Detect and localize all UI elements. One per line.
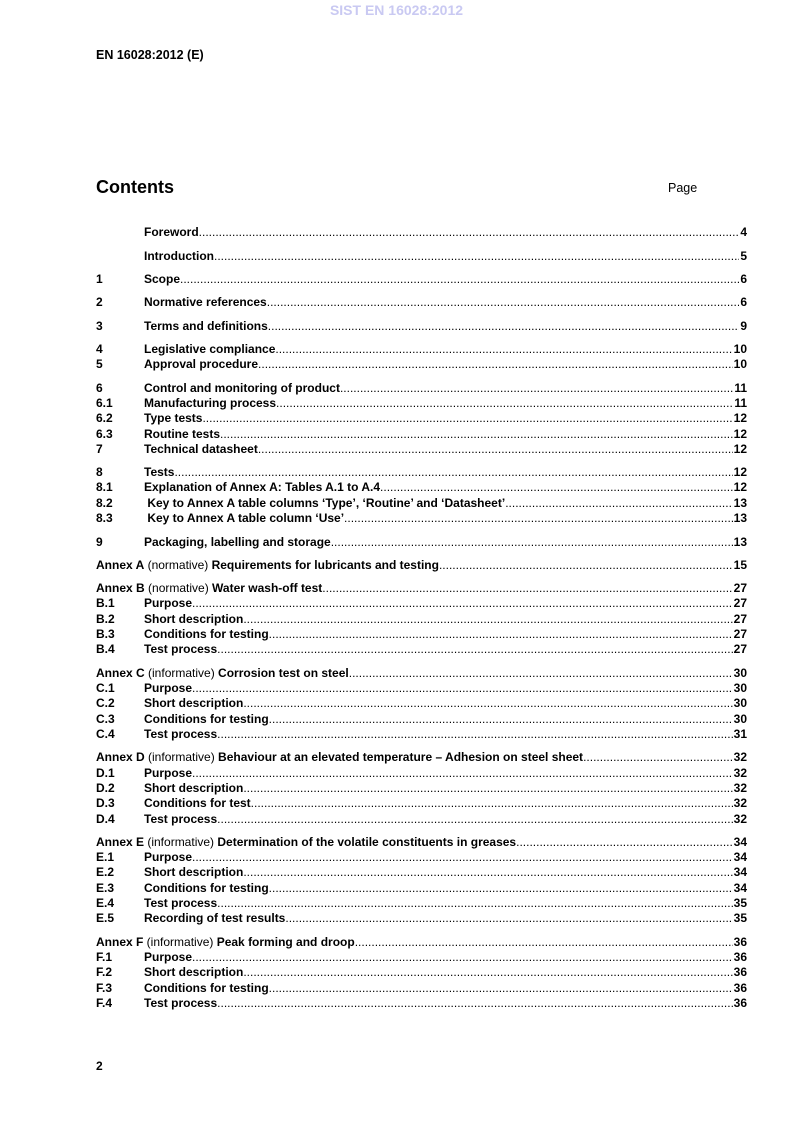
toc-entry-title: Conditions for testing bbox=[144, 881, 269, 895]
dot-leader bbox=[251, 796, 733, 811]
dot-leader bbox=[285, 911, 732, 926]
dot-leader bbox=[269, 881, 733, 896]
toc-entry-page: 9 bbox=[740, 319, 747, 333]
toc-annex-label: Annex E bbox=[96, 835, 145, 849]
toc-entry[interactable] bbox=[96, 427, 747, 442]
toc-entry[interactable] bbox=[96, 950, 747, 965]
dot-leader bbox=[267, 295, 740, 310]
toc-entry[interactable] bbox=[96, 465, 747, 480]
toc-entry-title: Test process bbox=[144, 812, 218, 826]
toc-entry-page: 35 bbox=[733, 896, 747, 910]
toc-entry-number: B.4 bbox=[96, 642, 115, 656]
toc-entry-title: Conditions for testing bbox=[144, 712, 269, 726]
toc-entry-number: 1 bbox=[96, 272, 103, 286]
dot-leader bbox=[275, 342, 732, 357]
toc-entry-page: 13 bbox=[733, 496, 747, 510]
dot-leader bbox=[217, 896, 732, 911]
toc-entry-number: F.2 bbox=[96, 965, 113, 979]
toc-entry-page: 30 bbox=[733, 696, 747, 710]
toc-entry[interactable] bbox=[96, 666, 747, 681]
toc-entry-page: 4 bbox=[740, 225, 747, 239]
toc-entry[interactable] bbox=[96, 596, 747, 611]
toc-entry[interactable] bbox=[96, 727, 747, 742]
toc-entry[interactable] bbox=[96, 812, 747, 827]
toc-entry-page: 27 bbox=[733, 612, 747, 626]
toc-entry[interactable] bbox=[96, 627, 747, 642]
toc-entry-page: 36 bbox=[733, 950, 747, 964]
toc-annex-type: (informative) bbox=[143, 935, 217, 949]
toc-entry[interactable] bbox=[96, 295, 747, 310]
toc-entry[interactable] bbox=[96, 558, 747, 573]
dot-leader bbox=[349, 666, 733, 681]
toc-entry-title: Scope bbox=[144, 272, 181, 286]
dot-leader bbox=[243, 612, 732, 627]
toc-entry[interactable] bbox=[96, 781, 747, 796]
toc-entry-number: C.3 bbox=[96, 712, 115, 726]
toc-entry-number: 4 bbox=[96, 342, 103, 356]
toc-entry-title: Purpose bbox=[144, 850, 193, 864]
toc-entry-title: Conditions for testing bbox=[144, 627, 269, 641]
toc-entry-number: E.5 bbox=[96, 911, 115, 925]
toc-entry-page: 11 bbox=[734, 396, 747, 410]
toc-entry-page: 36 bbox=[733, 996, 747, 1010]
toc-entry[interactable] bbox=[96, 342, 747, 357]
toc-entry-title: Peak forming and droop bbox=[216, 935, 355, 949]
toc-entry-title: Short description bbox=[144, 696, 244, 710]
toc-entry-number: 8 bbox=[96, 465, 103, 479]
toc-entry-page: 12 bbox=[733, 427, 747, 441]
toc-entry[interactable] bbox=[96, 442, 747, 457]
toc-entry-page: 13 bbox=[733, 535, 747, 549]
toc-entry-title: Technical datasheet bbox=[144, 442, 258, 456]
toc-entry-number: 6.3 bbox=[96, 427, 113, 441]
toc-annex-type: (normative) bbox=[144, 558, 212, 572]
toc-entry-title: Test process bbox=[144, 642, 218, 656]
dot-leader bbox=[439, 558, 733, 573]
toc-annex-label: Annex C bbox=[96, 666, 145, 680]
toc-entry[interactable] bbox=[96, 249, 747, 264]
toc-entry-title: Short description bbox=[144, 612, 244, 626]
toc-entry-title: Requirements for lubricants and testing bbox=[211, 558, 439, 572]
page-number: 2 bbox=[96, 1059, 103, 1073]
toc-entry-page: 34 bbox=[733, 881, 747, 895]
toc-entry-title: Corrosion test on steel bbox=[218, 666, 349, 680]
dot-leader bbox=[516, 835, 733, 850]
toc-entry-number: D.1 bbox=[96, 766, 115, 780]
toc-entry-page: 36 bbox=[733, 935, 747, 949]
dot-leader bbox=[344, 511, 733, 526]
toc-entry-title: Type tests bbox=[144, 411, 203, 425]
toc-entry-page: 36 bbox=[733, 965, 747, 979]
toc-entry[interactable] bbox=[96, 411, 747, 426]
toc-entry-number: E.1 bbox=[96, 850, 115, 864]
toc-entry-number: 8.1 bbox=[96, 480, 113, 494]
toc-entry-number: B.3 bbox=[96, 627, 115, 641]
dot-leader bbox=[276, 396, 733, 411]
toc-entry-page: 32 bbox=[733, 750, 747, 764]
toc-entry-page: 27 bbox=[733, 581, 747, 595]
dot-leader bbox=[243, 781, 732, 796]
toc-entry-page: 12 bbox=[733, 442, 747, 456]
toc-entry-number: 9 bbox=[96, 535, 103, 549]
toc-entry-number: D.3 bbox=[96, 796, 115, 810]
toc-entry[interactable] bbox=[96, 319, 747, 334]
toc-entry-title: Key to Annex A table column ‘Use’ bbox=[144, 511, 345, 525]
dot-leader bbox=[214, 249, 739, 264]
toc-entry-title: Terms and definitions bbox=[144, 319, 268, 333]
toc-entry[interactable] bbox=[96, 766, 747, 781]
dot-leader bbox=[199, 225, 740, 240]
toc-entry-page: 34 bbox=[733, 865, 747, 879]
toc-entry-title: Test process bbox=[144, 996, 218, 1010]
dot-leader bbox=[269, 712, 733, 727]
dot-leader bbox=[243, 965, 732, 980]
toc-entry-title: Test process bbox=[144, 896, 218, 910]
toc-entry-number: 2 bbox=[96, 295, 103, 309]
toc-entry[interactable] bbox=[96, 896, 747, 911]
toc-entry[interactable] bbox=[96, 796, 747, 811]
toc-entry[interactable] bbox=[96, 642, 747, 657]
toc-entry-number: 6 bbox=[96, 381, 103, 395]
toc-entry-page: 34 bbox=[733, 850, 747, 864]
toc-entry-title: Purpose bbox=[144, 681, 193, 695]
toc-entry-page: 15 bbox=[733, 558, 747, 572]
dot-leader bbox=[269, 627, 733, 642]
toc-entry-number: C.4 bbox=[96, 727, 115, 741]
page-column-header: Page bbox=[668, 181, 698, 195]
dot-leader bbox=[220, 427, 733, 442]
dot-leader bbox=[355, 935, 733, 950]
toc-entry[interactable] bbox=[96, 965, 747, 980]
toc-entry[interactable] bbox=[96, 396, 747, 411]
dot-leader bbox=[269, 981, 733, 996]
dot-leader bbox=[192, 681, 733, 696]
dot-leader bbox=[243, 865, 732, 880]
toc-entry-title: Recording of test results bbox=[144, 911, 286, 925]
toc-entry-page: 10 bbox=[733, 357, 747, 371]
toc-entry[interactable] bbox=[96, 750, 747, 765]
toc-entry-page: 30 bbox=[733, 681, 747, 695]
toc-entry-title: Purpose bbox=[144, 596, 193, 610]
toc-entry[interactable] bbox=[96, 581, 747, 596]
document-id: EN 16028:2012 (E) bbox=[96, 48, 204, 62]
toc-entry-title: Legislative compliance bbox=[144, 342, 276, 356]
toc-entry-page: 36 bbox=[733, 981, 747, 995]
toc-entry-number: F.4 bbox=[96, 996, 113, 1010]
toc-annex-type: (normative) bbox=[144, 581, 213, 595]
toc-entry-title: Water wash-off test bbox=[212, 581, 323, 595]
toc-annex-type: (informative) bbox=[144, 666, 219, 680]
toc-entry-number: F.3 bbox=[96, 981, 113, 995]
toc-entry-title: Routine tests bbox=[144, 427, 221, 441]
toc-annex-type: (informative) bbox=[144, 835, 218, 849]
toc-entry-page: 32 bbox=[733, 781, 747, 795]
page-title: Contents bbox=[96, 177, 174, 197]
toc-entry-page: 35 bbox=[733, 911, 747, 925]
toc-entry-page: 27 bbox=[733, 596, 747, 610]
toc-entry[interactable] bbox=[96, 712, 747, 727]
toc-entry-page: 34 bbox=[733, 835, 747, 849]
toc-entry-number: C.1 bbox=[96, 681, 115, 695]
toc-entry-page: 10 bbox=[733, 342, 747, 356]
toc-entry[interactable] bbox=[96, 696, 747, 711]
toc-entry-page: 6 bbox=[740, 272, 747, 286]
toc-entry-number: 8.2 bbox=[96, 496, 113, 510]
toc-entry-title: Manufacturing process bbox=[144, 396, 277, 410]
toc-entry-page: 12 bbox=[733, 411, 747, 425]
toc-entry[interactable] bbox=[96, 357, 747, 372]
toc-annex-label: Annex B bbox=[96, 581, 145, 595]
toc-entry-page: 31 bbox=[733, 727, 747, 741]
dot-leader bbox=[192, 950, 733, 965]
toc-entry[interactable] bbox=[96, 865, 747, 880]
toc-entry-page: 5 bbox=[740, 249, 747, 263]
dot-leader bbox=[192, 850, 733, 865]
toc-entry-number: C.2 bbox=[96, 696, 115, 710]
dot-leader bbox=[217, 996, 732, 1011]
dot-leader bbox=[268, 319, 740, 334]
toc-entry-title: Approval procedure bbox=[144, 357, 259, 371]
dot-leader bbox=[331, 535, 733, 550]
dot-leader bbox=[340, 381, 733, 396]
dot-leader bbox=[505, 496, 732, 511]
toc-entry-page: 27 bbox=[733, 642, 747, 656]
toc-entry-page: 11 bbox=[734, 381, 747, 395]
toc-entry[interactable] bbox=[96, 511, 747, 526]
toc-entry-title: Short description bbox=[144, 965, 244, 979]
toc-entry-number: F.1 bbox=[96, 950, 113, 964]
dot-leader bbox=[583, 750, 733, 765]
toc-entry[interactable] bbox=[96, 535, 747, 550]
toc-entry-number: D.4 bbox=[96, 812, 115, 826]
toc-entry-page: 32 bbox=[733, 796, 747, 810]
dot-leader bbox=[217, 812, 732, 827]
toc-entry-number: 7 bbox=[96, 442, 103, 456]
toc-entry-title: Packaging, labelling and storage bbox=[144, 535, 331, 549]
toc-entry-title: Short description bbox=[144, 865, 244, 879]
toc-entry-title: Tests bbox=[144, 465, 175, 479]
toc-entry-number: 3 bbox=[96, 319, 103, 333]
toc-entry[interactable] bbox=[96, 225, 747, 240]
toc-entry[interactable] bbox=[96, 881, 747, 896]
dot-leader bbox=[217, 727, 732, 742]
toc-entry[interactable] bbox=[96, 272, 747, 287]
toc-entry-page: 30 bbox=[733, 666, 747, 680]
toc-entry-page: 30 bbox=[733, 712, 747, 726]
toc-entry-title: Behaviour at an elevated temperature – Adhesion on steel sheet bbox=[218, 750, 584, 764]
toc-entry[interactable] bbox=[96, 381, 747, 396]
toc-entry-page: 12 bbox=[733, 480, 747, 494]
toc-entry-number: 8.3 bbox=[96, 511, 113, 525]
toc-entry-title: Conditions for testing bbox=[144, 981, 269, 995]
toc-annex-label: Annex A bbox=[96, 558, 145, 572]
toc-entry-title: Purpose bbox=[144, 950, 193, 964]
toc-entry[interactable] bbox=[96, 981, 747, 996]
toc-entry-number: 5 bbox=[96, 357, 103, 371]
toc-entry-number: D.2 bbox=[96, 781, 115, 795]
toc-entry-number: E.3 bbox=[96, 881, 115, 895]
toc-entry-title: Normative references bbox=[144, 295, 267, 309]
toc-entry-number: E.2 bbox=[96, 865, 115, 879]
toc-entry-page: 27 bbox=[733, 627, 747, 641]
toc-entry-number: B.2 bbox=[96, 612, 115, 626]
toc-entry-page: 12 bbox=[733, 465, 747, 479]
toc-entry[interactable] bbox=[96, 911, 747, 926]
toc-entry-page: 32 bbox=[733, 812, 747, 826]
toc-entry[interactable] bbox=[96, 850, 747, 865]
toc-entry-title: Explanation of Annex A: Tables A.1 to A.4 bbox=[144, 480, 381, 494]
toc-entry-title: Introduction bbox=[144, 249, 214, 263]
dot-leader bbox=[243, 696, 732, 711]
dot-leader bbox=[380, 480, 733, 495]
toc-entry[interactable] bbox=[96, 480, 747, 495]
dot-leader bbox=[258, 442, 733, 457]
dot-leader bbox=[174, 465, 732, 480]
toc-annex-type: (informative) bbox=[144, 750, 219, 764]
toc-entry-title: Foreword bbox=[144, 225, 199, 239]
toc-entry[interactable] bbox=[96, 681, 747, 696]
toc-entry[interactable] bbox=[96, 935, 747, 950]
toc-annex-label: Annex D bbox=[96, 750, 145, 764]
toc-entry-page: 13 bbox=[733, 511, 747, 525]
toc-entry[interactable] bbox=[96, 996, 747, 1011]
dot-leader bbox=[192, 596, 733, 611]
dot-leader bbox=[192, 766, 733, 781]
dot-leader bbox=[217, 642, 732, 657]
toc-entry-title: Short description bbox=[144, 781, 244, 795]
watermark-text: SIST EN 16028:2012 bbox=[329, 2, 464, 18]
toc-entry-title: Test process bbox=[144, 727, 218, 741]
toc-entry-title: Key to Annex A table columns ‘Type’, ‘Routine’ and ‘Datasheet’ bbox=[144, 496, 506, 510]
toc-entry-title: Conditions for test bbox=[144, 796, 251, 810]
toc-entry-number: E.4 bbox=[96, 896, 115, 910]
toc-annex-label: Annex F bbox=[96, 935, 144, 949]
toc-entry-page: 6 bbox=[740, 295, 747, 309]
dot-leader bbox=[180, 272, 739, 287]
toc-entry-title: Purpose bbox=[144, 766, 193, 780]
toc-entry-number: 6.2 bbox=[96, 411, 113, 425]
toc-entry[interactable] bbox=[96, 835, 747, 850]
toc-entry-number: B.1 bbox=[96, 596, 115, 610]
dot-leader bbox=[258, 357, 733, 372]
toc-entry-page: 32 bbox=[733, 766, 747, 780]
dot-leader bbox=[322, 581, 732, 596]
toc-entry-number: 6.1 bbox=[96, 396, 113, 410]
toc-entry-title: Control and monitoring of product bbox=[144, 381, 340, 395]
toc-entry[interactable] bbox=[96, 612, 747, 627]
dot-leader bbox=[202, 411, 732, 426]
toc-entry-title: Determination of the volatile constituents in greases bbox=[217, 835, 517, 849]
toc-entry[interactable] bbox=[96, 496, 747, 511]
